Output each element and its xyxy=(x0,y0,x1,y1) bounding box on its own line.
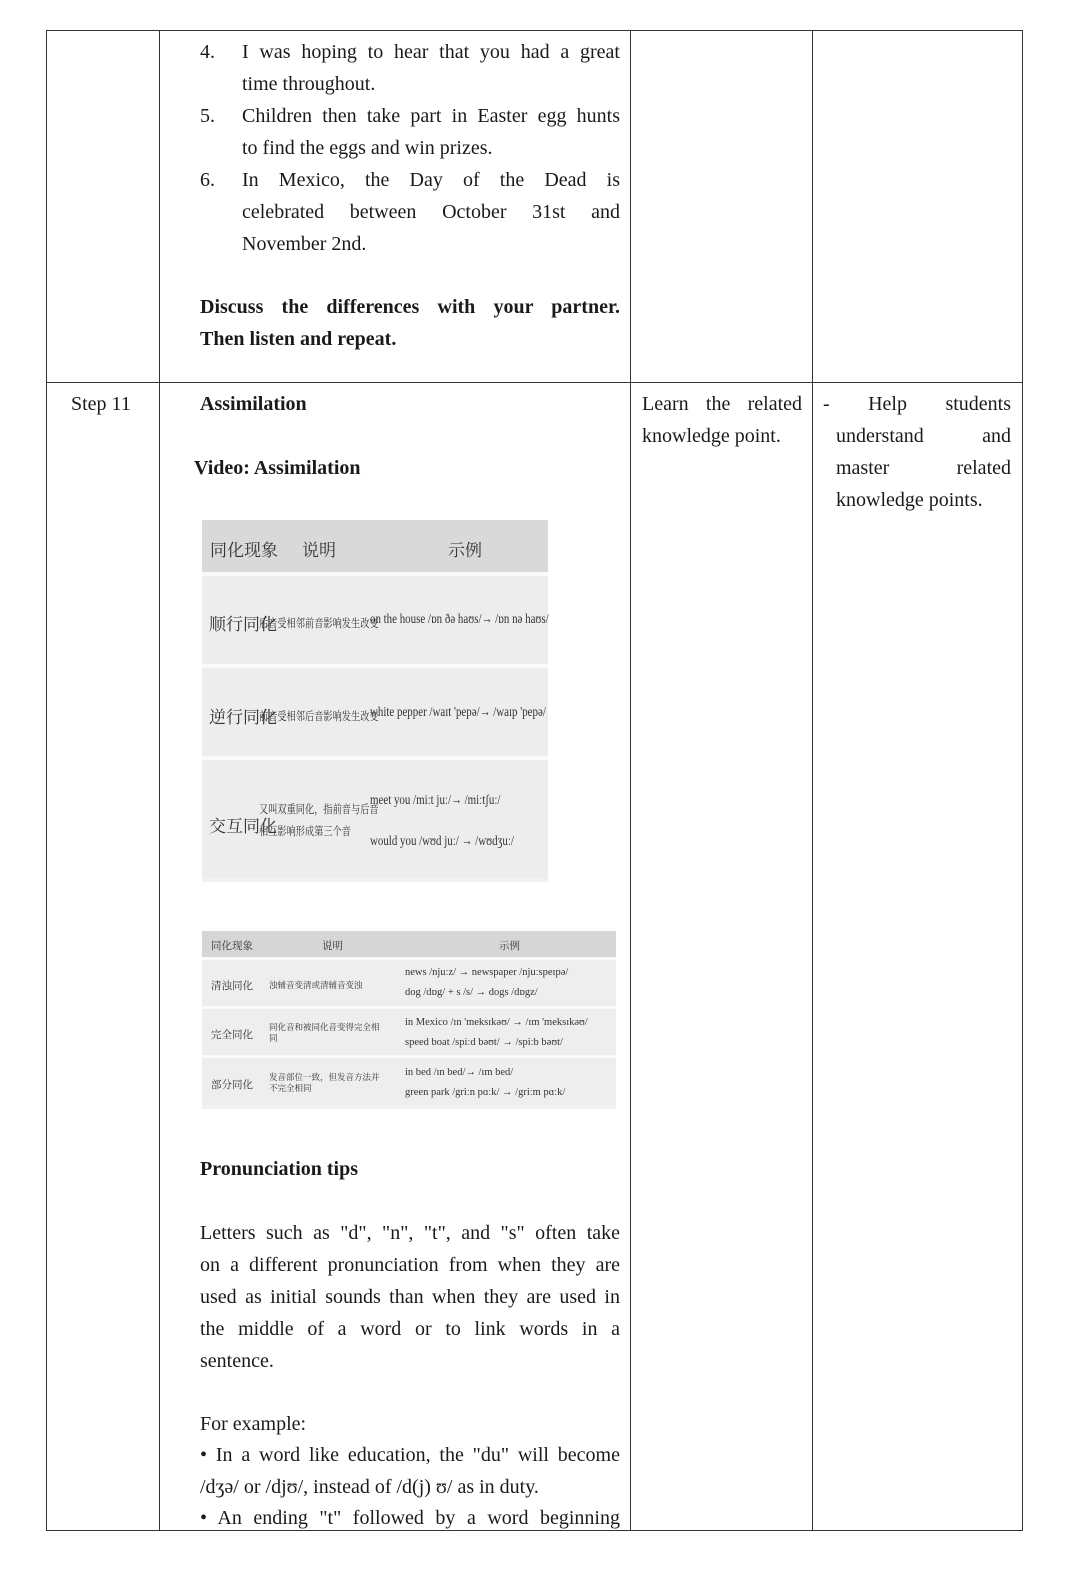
type-cell: 逆行同化 xyxy=(209,708,277,728)
desc-cell: 相互影响形成第三个音 xyxy=(259,824,351,838)
header-cell: 同化现象 xyxy=(211,940,253,952)
purpose-line: understand and xyxy=(836,425,1011,447)
row-divider xyxy=(46,382,1023,383)
instruction-line: Discuss the differences with your partner. xyxy=(200,296,620,318)
header-cell: 说明 xyxy=(322,940,343,952)
bullet-line: • In a word like education, the "du" will become xyxy=(200,1444,620,1466)
column-divider-2 xyxy=(630,30,631,1530)
item-line: I was hoping to hear that you had a great xyxy=(242,41,620,63)
item-line: Children then take part in Easter egg hunts xyxy=(242,105,620,127)
step-label: Step 11 xyxy=(71,393,131,415)
purpose-line: - Help students xyxy=(823,393,1011,415)
example-cell: speed boat /spiːd bəʊt/ → /spiːb bəʊt/ xyxy=(405,1037,563,1048)
list-item xyxy=(242,36,620,100)
header-cell: 同化现象 xyxy=(210,541,278,561)
assimilation-table-image-1 xyxy=(202,520,548,882)
type-cell: 顺行同化 xyxy=(209,615,277,635)
table-border-top xyxy=(46,30,1023,31)
student-activity-line: knowledge point. xyxy=(642,425,781,447)
tips-line: the middle of a word or to link words in a xyxy=(200,1318,620,1340)
list-item xyxy=(242,164,620,260)
item-line: celebrated between October 31st and xyxy=(242,201,620,223)
table-border-right xyxy=(1022,30,1023,1530)
tips-line: used as initial sounds than when they are used in xyxy=(200,1286,620,1308)
item-number: 6. xyxy=(200,169,215,191)
header-cell: 示例 xyxy=(448,541,482,561)
item-line: time throughout. xyxy=(242,73,376,95)
example-cell: dog /dɒg/ + s /s/ → dogs /dɒgz/ xyxy=(405,987,538,998)
student-activity-line: Learn the related xyxy=(642,393,802,415)
example-cell: white pepper /waɪt 'pepə/→ /waɪp 'pepə/ xyxy=(370,705,546,720)
type-cell: 完全同化 xyxy=(211,1029,253,1041)
example-label: For example: xyxy=(200,1413,307,1435)
header-cell: 说明 xyxy=(302,541,336,561)
purpose-line: knowledge points. xyxy=(836,489,983,511)
example-cell: meet you /miːt juː/→ /miːtʃuː/ xyxy=(370,793,501,808)
purpose-line: master related xyxy=(836,457,1011,479)
tips-heading: Pronunciation tips xyxy=(200,1158,358,1180)
tips-line: sentence. xyxy=(200,1350,274,1372)
assimilation-table-image-2 xyxy=(202,931,616,1109)
tips-line: on a different pronunciation from when they are xyxy=(200,1254,620,1276)
list-item xyxy=(242,100,620,164)
video-label: Video: Assimilation xyxy=(194,457,361,479)
item-number: 4. xyxy=(200,41,215,63)
desc-cell: 不完全相同 xyxy=(269,1084,312,1094)
type-cell: 交互同化 xyxy=(209,817,277,837)
bullet-line: • An ending "t" followed by a word beginning xyxy=(200,1507,620,1529)
item-line: November 2nd. xyxy=(242,233,367,255)
type-cell: 部分同化 xyxy=(211,1079,253,1091)
item-number: 5. xyxy=(200,105,215,127)
desc-cell: 同 xyxy=(269,1034,278,1044)
header-cell: 示例 xyxy=(499,940,520,952)
table-border-left xyxy=(46,30,47,1530)
type-cell: 清浊同化 xyxy=(211,980,253,992)
table-header xyxy=(202,931,616,957)
instruction-line: Then listen and repeat. xyxy=(200,328,397,350)
example-cell: would you /wʊd juː/ → /wʊdʒuː/ xyxy=(370,834,514,849)
example-cell: in bed /ɪn bed/→ /ɪm bed/ xyxy=(405,1067,514,1078)
desc-cell: 前音受相邻后音影响发生改变 xyxy=(259,709,379,723)
example-cell: in Mexico /ɪn 'meksɪkəʊ/ → /ɪm 'meksɪkəʊ/ xyxy=(405,1017,588,1028)
desc-cell: 又叫双重同化，指前音与后音 xyxy=(259,802,379,816)
example-cell: on the house /ɒn ðə haʊs/→ /ɒn nə haʊs/ xyxy=(370,612,549,627)
tips-line: Letters such as "d", "n", "t", and "s" often take xyxy=(200,1222,620,1244)
column-divider-1 xyxy=(159,30,160,1530)
column-divider-3 xyxy=(812,30,813,1530)
desc-cell: 后音受相邻前音影响发生改变 xyxy=(259,616,379,630)
item-line: to find the eggs and win prizes. xyxy=(242,137,493,159)
desc-cell: 浊辅音变清或清辅音变浊 xyxy=(269,981,363,991)
desc-cell: 发音部位一致，但发音方法并 xyxy=(269,1073,380,1083)
bullet-line: /dʒə/ or /djʊ/, instead of /d(j) ʊ/ as in duty. xyxy=(200,1476,539,1498)
section-heading: Assimilation xyxy=(200,393,307,415)
example-cell: green park /griːn pɑːk/ → /griːm pɑːk/ xyxy=(405,1087,566,1098)
desc-cell: 同化音和被同化音变得完全相 xyxy=(269,1023,380,1033)
item-line: In Mexico, the Day of the Dead is xyxy=(242,169,620,191)
example-cell: news /njuːz/ → newspaper /njuːspeɪpə/ xyxy=(405,967,569,978)
